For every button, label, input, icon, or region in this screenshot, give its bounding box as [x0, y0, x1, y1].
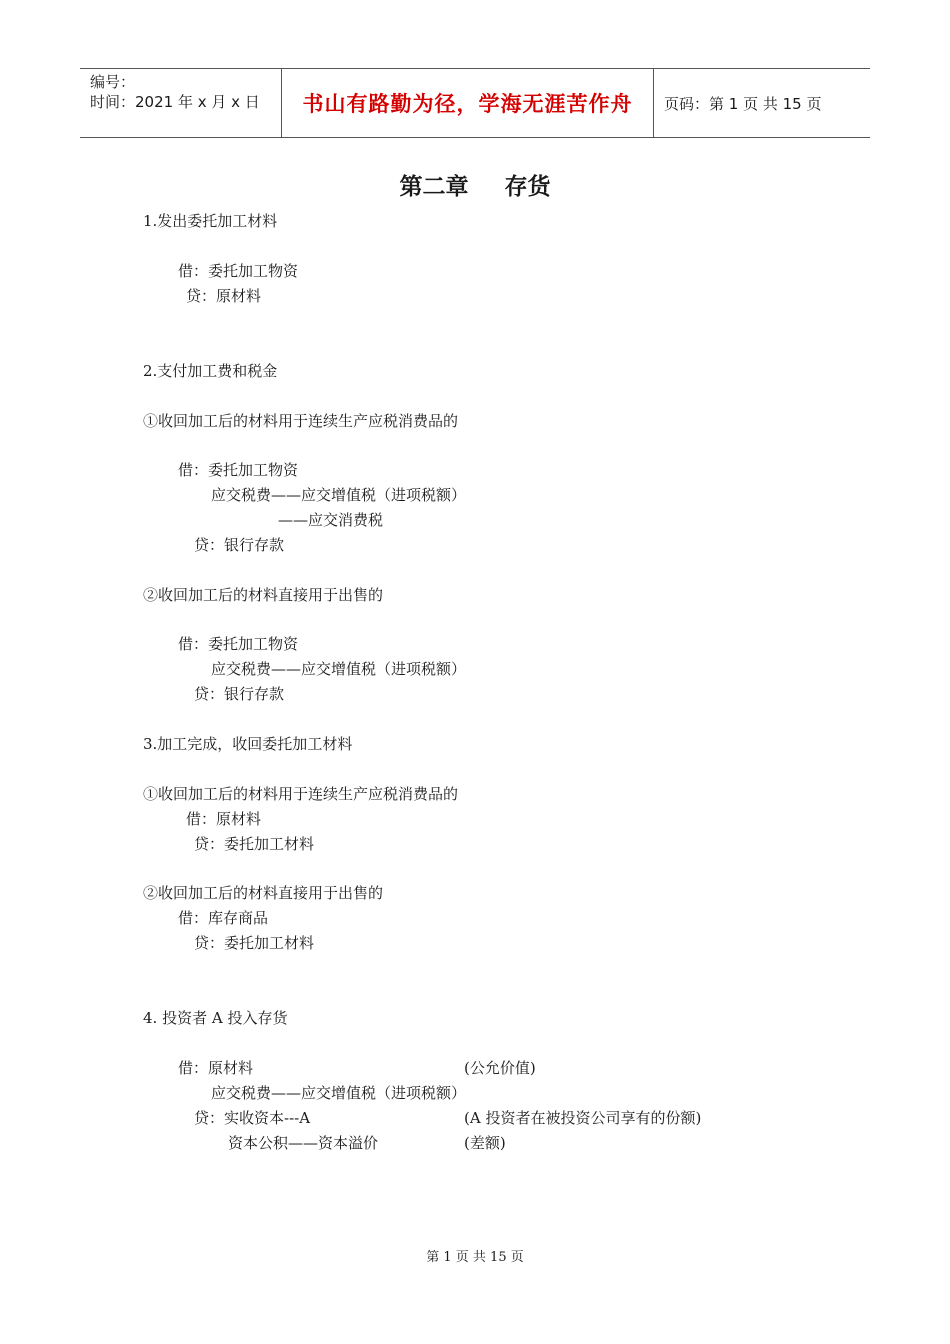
- entry-note: (差额): [464, 1134, 506, 1152]
- credit-line: 贷：银行存款: [194, 685, 285, 703]
- number-label: 编号：: [90, 73, 136, 91]
- header-page-cell: [654, 69, 870, 137]
- debit-line: 借：委托加工物资: [178, 461, 299, 479]
- debit-subline: 应交税费——应交增值税（进项税额）: [211, 486, 467, 504]
- credit-line: 贷：银行存款: [194, 536, 285, 554]
- debit-subline: 应交税费——应交增值税（进项税额）: [211, 660, 467, 678]
- credit-line: 贷：原材料: [186, 287, 262, 305]
- debit-line: 借：原材料: [186, 810, 262, 828]
- section-heading-1: 1.发出委托加工材料: [143, 212, 278, 230]
- header-meta: [80, 69, 282, 137]
- subsection-heading: ①收回加工后的材料用于连续生产应税消费品的: [143, 412, 459, 430]
- page-header: [80, 68, 870, 138]
- time-label: 时间：2021 年 x 月 x 日: [90, 93, 260, 111]
- motto: 书山有路勤为径，学海无涯苦作舟: [302, 92, 633, 116]
- chapter-number: 第二章: [399, 174, 469, 200]
- debit-line: 借：库存商品: [178, 909, 269, 927]
- subsection-heading: ②收回加工后的材料直接用于出售的: [143, 586, 384, 604]
- section-heading-4: 4. 投资者 A 投入存货: [143, 1009, 288, 1027]
- subsection-heading: ②收回加工后的材料直接用于出售的: [143, 884, 384, 902]
- credit-line: 贷：委托加工材料: [194, 835, 315, 853]
- credit-line: 贷：实收资本---A: [194, 1109, 311, 1127]
- section-heading-3: 3.加工完成，收回委托加工材料: [143, 735, 353, 753]
- entry-note: (A 投资者在被投资公司享有的份额): [464, 1109, 702, 1127]
- page-footer: 第 1 页 共 15 页: [426, 1250, 524, 1265]
- chapter-name: 存货: [504, 174, 551, 200]
- debit-line: 借：委托加工物资: [178, 262, 299, 280]
- credit-line: 贷：委托加工材料: [194, 934, 315, 952]
- section-heading-2: 2.支付加工费和税金: [143, 362, 278, 380]
- subsection-heading: ①收回加工后的材料用于连续生产应税消费品的: [143, 785, 459, 803]
- chapter-title: [0, 168, 950, 201]
- entry-note: (公允价值): [464, 1059, 536, 1077]
- debit-subline: 应交税费——应交增值税（进项税额）: [211, 1084, 467, 1102]
- page-label: 页码：第 1 页 共 15 页: [664, 94, 822, 113]
- debit-subline: ——应交消费税: [278, 511, 384, 529]
- debit-line: 借：委托加工物资: [178, 635, 299, 653]
- credit-subline: 资本公积——资本溢价: [228, 1134, 379, 1152]
- header-motto-cell: [282, 69, 654, 137]
- debit-line: 借：原材料: [178, 1059, 254, 1077]
